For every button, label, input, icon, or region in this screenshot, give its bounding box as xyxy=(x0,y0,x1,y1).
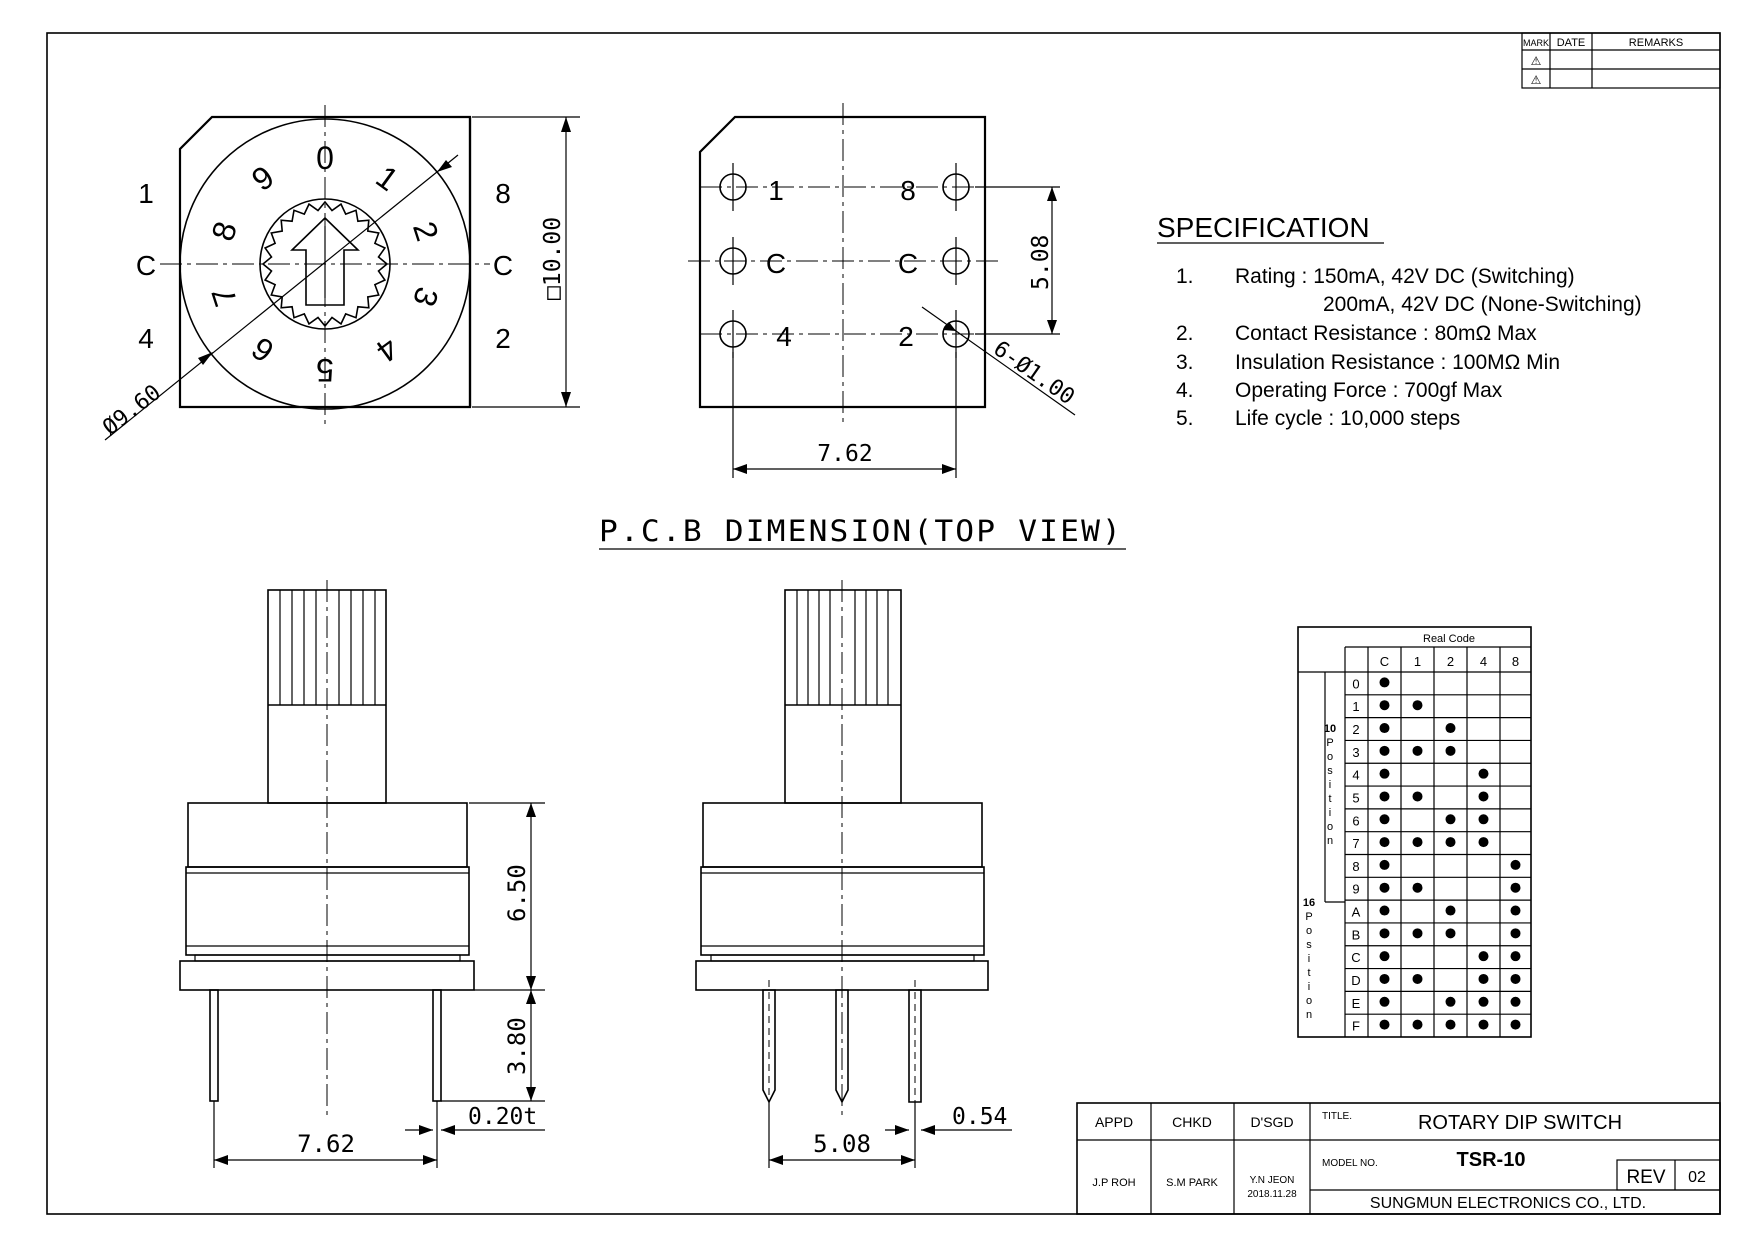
real-code-dot xyxy=(1446,997,1456,1007)
real-code-dot xyxy=(1479,769,1489,779)
dsgd-date: 2018.11.28 xyxy=(1247,1189,1297,1200)
label-model: MODEL NO. xyxy=(1322,1158,1378,1169)
real-code-table xyxy=(1298,627,1531,1037)
real-code-position: A xyxy=(1351,904,1361,920)
top-view xyxy=(98,105,580,441)
appd-name: J.P ROH xyxy=(1092,1177,1136,1189)
real-code-position: 1 xyxy=(1352,699,1360,715)
label-rev: REV xyxy=(1626,1167,1666,1188)
dim-side-thickness: 0.20t xyxy=(468,1104,538,1130)
dim-square: □10.00 xyxy=(540,216,566,300)
side-view-left xyxy=(180,580,545,1168)
label-dsgd: D'SGD xyxy=(1250,1114,1294,1130)
chkd-name: S.M PARK xyxy=(1166,1177,1218,1189)
spec-item-number: 5. xyxy=(1176,407,1194,430)
spec-item-number: 3. xyxy=(1176,351,1194,374)
real-code-dot xyxy=(1479,814,1489,824)
dial-number: 2 xyxy=(405,217,446,246)
spec-item-text: Rating : 150mA, 42V DC (Switching) xyxy=(1235,265,1575,288)
spec-item-text: Insulation Resistance : 100MΩ Min xyxy=(1235,351,1561,374)
rev-header-remarks: REMARKS xyxy=(1628,37,1684,49)
real-code-position: 6 xyxy=(1352,813,1360,829)
group-label-10-position: 10 P o s i t i o n xyxy=(1323,723,1337,847)
pcb-view xyxy=(599,103,1126,549)
real-code-dot xyxy=(1380,837,1390,847)
real-code-dot xyxy=(1511,860,1521,870)
real-code-dot xyxy=(1380,951,1390,961)
real-code-column-header: 8 xyxy=(1511,654,1520,669)
label-title: TITLE. xyxy=(1322,1111,1353,1122)
revision-table xyxy=(1522,33,1720,88)
real-code-dot xyxy=(1511,928,1521,938)
pcb-label-left: 4 xyxy=(776,321,792,352)
pcb-label-left: 1 xyxy=(768,175,784,206)
real-code-position: B xyxy=(1351,927,1361,943)
real-code-dot xyxy=(1380,974,1390,984)
real-code-dot xyxy=(1413,883,1423,893)
pin-label-right: 2 xyxy=(495,323,511,354)
real-code-dot xyxy=(1380,723,1390,733)
real-code-dot xyxy=(1446,906,1456,916)
dim-side-pin: 3.80 xyxy=(503,1017,531,1075)
real-code-dot xyxy=(1380,769,1390,779)
dim-diameter: Ø9.60 xyxy=(98,380,166,441)
spec-item-number: 1. xyxy=(1176,265,1194,288)
pcb-label-right: 8 xyxy=(900,175,916,206)
model-number: TSR-10 xyxy=(1456,1149,1526,1171)
real-code-position: E xyxy=(1351,995,1361,1011)
real-code-position: 9 xyxy=(1352,881,1360,897)
real-code-dot xyxy=(1380,906,1390,916)
dial-number: 6 xyxy=(244,330,281,370)
real-code-dot xyxy=(1413,791,1423,801)
real-code-dot xyxy=(1380,700,1390,710)
real-code-dot xyxy=(1413,837,1423,847)
real-code-dot xyxy=(1380,791,1390,801)
dsgd-name: Y.N JEON xyxy=(1249,1175,1295,1186)
spec-item-text: Operating Force : 700gf Max xyxy=(1235,379,1503,402)
real-code-position: 0 xyxy=(1352,676,1360,692)
dial-number: 8 xyxy=(204,217,245,246)
real-code-dot xyxy=(1413,974,1423,984)
real-code-position: F xyxy=(1352,1018,1360,1034)
rev-header-date: DATE xyxy=(1556,37,1586,49)
real-code-dot xyxy=(1446,928,1456,938)
real-code-dot xyxy=(1511,997,1521,1007)
real-code-position: D xyxy=(1351,972,1361,988)
dim-pcb-vertical: 5.08 xyxy=(1028,234,1054,290)
real-code-dot xyxy=(1446,746,1456,756)
real-code-dot xyxy=(1413,928,1423,938)
real-code-dot xyxy=(1380,860,1390,870)
real-code-dot xyxy=(1446,814,1456,824)
dial-number: 4 xyxy=(369,330,406,370)
spec-item-text: 200mA, 42V DC (None-Switching) xyxy=(1323,293,1642,316)
real-code-dot xyxy=(1380,997,1390,1007)
real-code-dot xyxy=(1479,837,1489,847)
title-block xyxy=(1077,1103,1720,1214)
dim-pcb-horizontal: 7.62 xyxy=(817,441,873,467)
real-code-dot xyxy=(1511,883,1521,893)
warning-icon: ⚠ xyxy=(1530,73,1542,87)
pin-label-left: 4 xyxy=(138,323,154,354)
pin-label-right: C xyxy=(492,250,514,281)
spec-item-number: 4. xyxy=(1176,379,1194,402)
spec-item-number: 2. xyxy=(1176,322,1194,345)
dim-pcb-holes: 6-Ø1.00 xyxy=(988,336,1079,411)
dial-number: 3 xyxy=(405,282,446,311)
real-code-position: 4 xyxy=(1352,767,1360,783)
pin-label-right: 8 xyxy=(495,178,511,209)
side-view-right xyxy=(696,580,1012,1168)
dial-number: 1 xyxy=(369,158,406,198)
real-code-dot xyxy=(1446,1020,1456,1030)
dim-side2-width: 5.08 xyxy=(813,1130,871,1158)
real-code-dot xyxy=(1413,1020,1423,1030)
dial-number: 5 xyxy=(316,352,334,388)
label-appd: APPD xyxy=(1094,1114,1134,1130)
pcb-caption: P.C.B DIMENSION(TOP VIEW) xyxy=(599,514,1123,548)
pcb-label-right: 2 xyxy=(898,321,914,352)
real-code-dot xyxy=(1479,951,1489,961)
real-code-dot xyxy=(1413,746,1423,756)
real-code-dot xyxy=(1511,951,1521,961)
real-code-dot xyxy=(1479,1020,1489,1030)
specification xyxy=(1157,212,1642,430)
rev-header-mark: MARK xyxy=(1522,38,1550,48)
pin-label-left: C xyxy=(135,250,157,281)
warning-icon: ⚠ xyxy=(1530,54,1542,68)
company-name: SUNGMUN ELECTRONICS CO., LTD. xyxy=(1369,1195,1647,1212)
real-code-dot xyxy=(1380,746,1390,756)
dial-number: 9 xyxy=(244,158,281,198)
real-code-position: 7 xyxy=(1352,836,1360,852)
dial-number: 7 xyxy=(204,282,245,311)
spec-item-text: Contact Resistance : 80mΩ Max xyxy=(1235,322,1537,345)
real-code-column-header: C xyxy=(1379,654,1390,669)
real-code-position: C xyxy=(1351,950,1361,966)
real-code-dot xyxy=(1479,974,1489,984)
label-chkd: CHKD xyxy=(1172,1114,1212,1130)
real-code-position: 2 xyxy=(1352,722,1360,738)
real-code-dot xyxy=(1380,814,1390,824)
spec-item-text: Life cycle : 10,000 steps xyxy=(1235,407,1461,430)
real-code-position: 3 xyxy=(1352,744,1360,760)
real-code-dot xyxy=(1413,700,1423,710)
real-code-dot xyxy=(1479,997,1489,1007)
pcb-label-right: C xyxy=(897,248,919,279)
real-code-column-header: 1 xyxy=(1413,654,1422,669)
dial-number: 0 xyxy=(316,140,334,176)
group-label-16-position: 16 P o s i t i o n xyxy=(1302,897,1316,1021)
real-code-dot xyxy=(1380,677,1390,687)
real-code-dot xyxy=(1446,837,1456,847)
pcb-label-left: C xyxy=(765,248,787,279)
pin-label-left: 1 xyxy=(138,178,154,209)
real-code-column-header: 2 xyxy=(1446,654,1455,669)
spec-title: SPECIFICATION xyxy=(1157,212,1370,243)
dim-side2-pin: 0.54 xyxy=(952,1104,1008,1130)
real-code-position: 8 xyxy=(1352,858,1360,874)
drawing-title: ROTARY DIP SWITCH xyxy=(1417,1112,1623,1134)
real-code-dot xyxy=(1479,791,1489,801)
real-code-dot xyxy=(1511,906,1521,916)
real-code-dot xyxy=(1511,974,1521,984)
real-code-dot xyxy=(1446,723,1456,733)
real-code-dot xyxy=(1380,1020,1390,1030)
rev-number: 02 xyxy=(1688,1169,1706,1186)
real-code-dot xyxy=(1511,1020,1521,1030)
real-code-position: 5 xyxy=(1352,790,1360,806)
real-code-dot xyxy=(1380,883,1390,893)
real-code-title: Real Code xyxy=(1423,633,1475,645)
dim-side-height: 6.50 xyxy=(503,864,531,922)
real-code-dot xyxy=(1380,928,1390,938)
dim-side-width: 7.62 xyxy=(297,1130,355,1158)
real-code-column-header: 4 xyxy=(1479,654,1488,669)
